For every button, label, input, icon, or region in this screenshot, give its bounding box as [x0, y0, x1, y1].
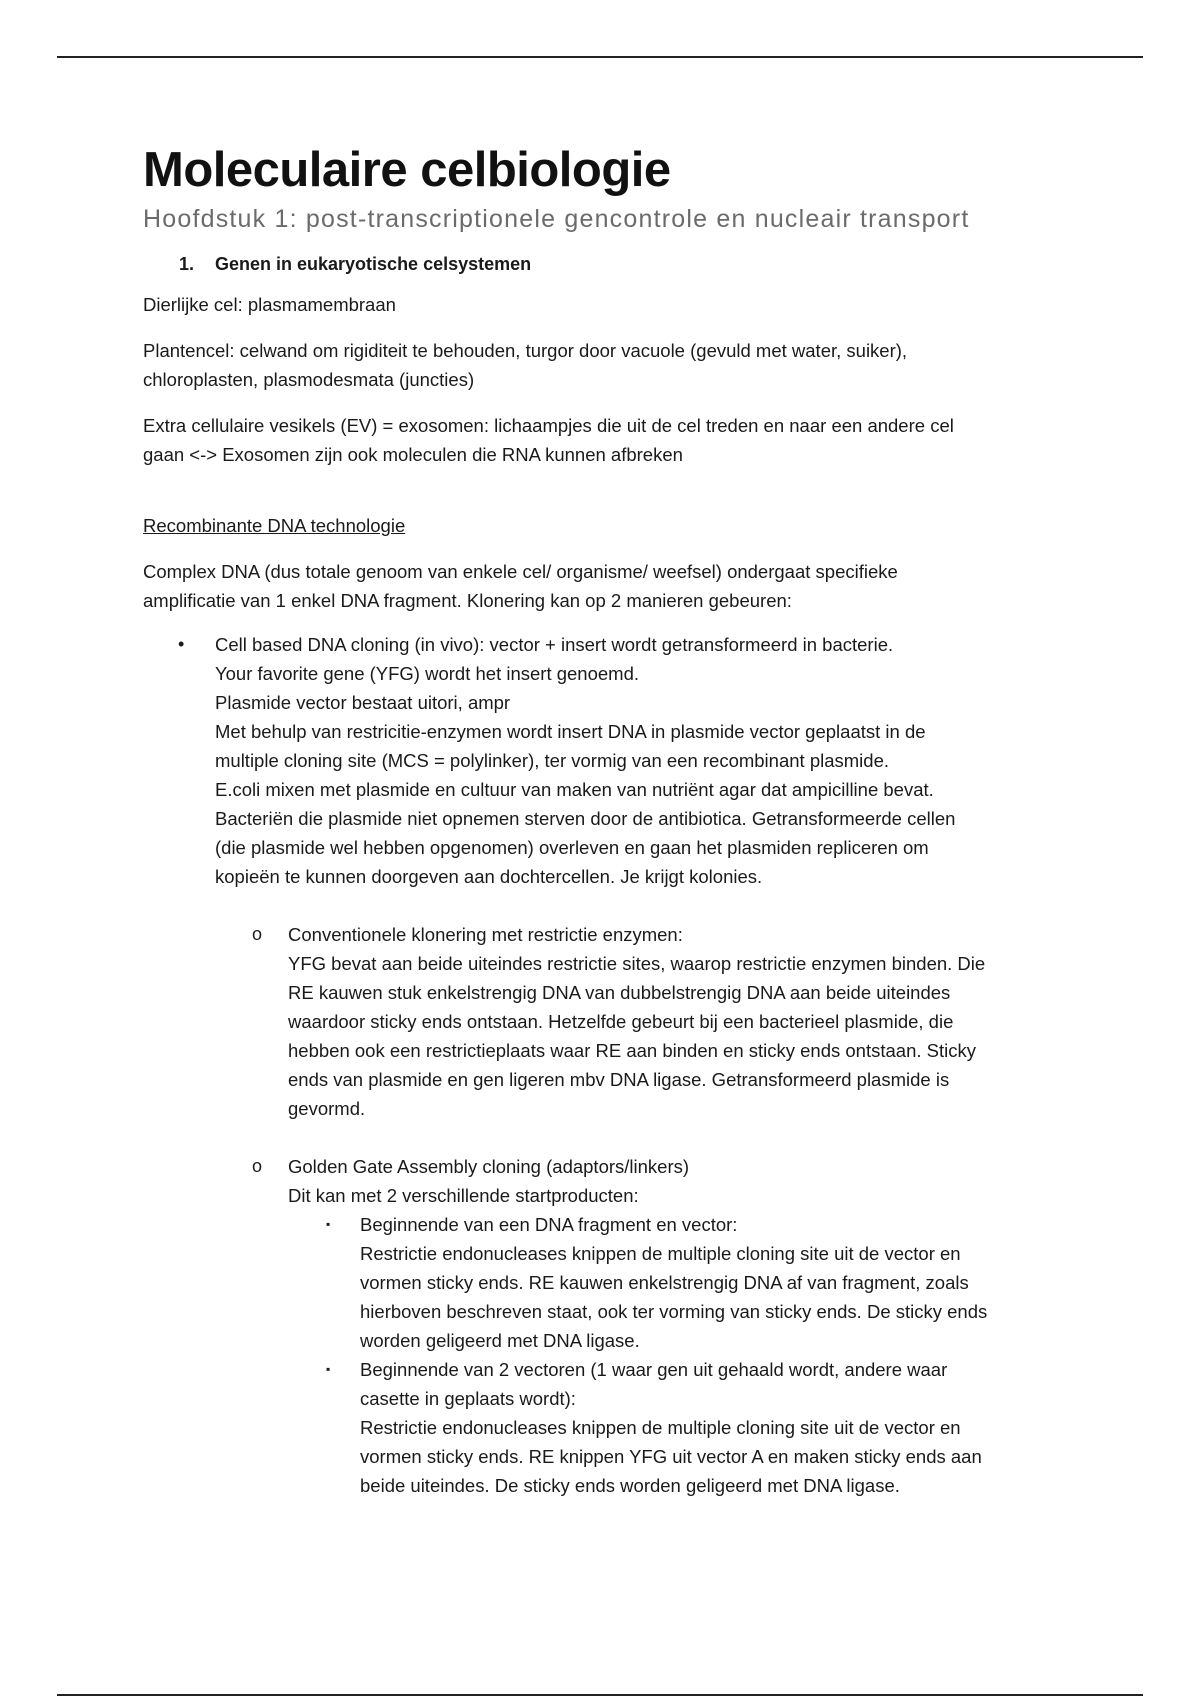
- list-line: Bacteriën die plasmide niet opnemen sterven door de antibiotica. Getransformeerde cellen: [215, 808, 956, 829]
- recombinant-heading: Recombinante DNA technologie: [143, 515, 406, 536]
- list-line: multiple cloning site (MCS = polylinker), ter vormig van een recombinant plasmide.: [215, 750, 889, 771]
- list-line: kopieën te kunnen doorgeven aan dochtercellen. Je krijgt kolonies.: [215, 866, 763, 887]
- list-item-conventional-cloning: [143, 920, 1063, 1123]
- paragraph-line: gaan <-> Exosomen zijn ook moleculen die RNA kunnen afbreken: [143, 444, 683, 465]
- paragraph-line: Complex DNA (dus totale genoom van enkele cel/ organisme/ weefsel) ondergaat specifieke: [143, 561, 898, 582]
- document-title: Moleculaire celbiologie: [143, 143, 671, 197]
- list-line: vormen sticky ends. RE knippen YFG uit vector A en maken sticky ends aan: [360, 1446, 982, 1467]
- list-line: Restrictie endonucleases knippen de multiple cloning site uit de vector en: [360, 1417, 961, 1438]
- list-line: ends van plasmide en gen ligeren mbv DNA ligase. Getransformeerd plasmide is: [288, 1069, 950, 1090]
- paragraph-line: chloroplasten, plasmodesmata (juncties): [143, 369, 475, 390]
- list-line: Cell based DNA cloning (in vivo): vector + insert wordt getransformeerd in bacterie.: [215, 634, 894, 655]
- square-bullet-icon: ▪: [326, 1362, 331, 1376]
- list-line: Beginnende van 2 vectoren (1 waar gen uit gehaald wordt, andere waar: [360, 1359, 948, 1380]
- recombinant-intro: [143, 557, 1063, 615]
- circle-bullet-icon: o: [252, 924, 263, 944]
- document-subtitle: Hoofdstuk 1: post-transcriptionele gencontrole en nucleair transport: [143, 205, 970, 233]
- list-line: worden geligeerd met DNA ligase.: [360, 1330, 640, 1351]
- paragraph-plantencel: [143, 336, 1063, 394]
- paragraph-line: Extra cellulaire vesikels (EV) = exosomen: lichaampjes die uit de cel treden en naar een andere cel: [143, 415, 954, 436]
- list-line: Conventionele klonering met restrictie enzymen:: [288, 924, 683, 945]
- list-item-gg-option-fragment: [143, 1210, 1063, 1355]
- bullet-icon: •: [178, 634, 185, 654]
- list-line: casette in geplaats wordt):: [360, 1388, 576, 1409]
- list-line: Your favorite gene (YFG) wordt het insert genoemd.: [215, 663, 640, 684]
- list-line: E.coli mixen met plasmide en cultuur van maken van nutriënt agar dat ampicilline bevat.: [215, 779, 934, 800]
- list-line: Plasmide vector bestaat uitori, ampr: [215, 692, 511, 713]
- section-heading-text: Genen in eukaryotische celsystemen: [215, 254, 532, 274]
- paragraph-dierlijke-cel: Dierlijke cel: plasmamembraan: [143, 294, 396, 315]
- section-number: 1.: [179, 254, 195, 274]
- list-line: vormen sticky ends. RE kauwen enkelstrengig DNA af van fragment, zoals: [360, 1272, 969, 1293]
- header-rule: [57, 56, 1143, 58]
- list-line: Dit kan met 2 verschillende startproducten:: [288, 1185, 639, 1206]
- list-line: Met behulp van restricitie-enzymen wordt insert DNA in plasmide vector geplaatst in de: [215, 721, 926, 742]
- list-line: hierboven beschreven staat, ook ter vorming van sticky ends. De sticky ends: [360, 1301, 988, 1322]
- paragraph-line: Plantencel: celwand om rigiditeit te behouden, turgor door vacuole (gevuld met water, suiker),: [143, 340, 908, 361]
- list-line: waardoor sticky ends ontstaan. Hetzelfde gebeurt bij een bacterieel plasmide, die: [288, 1011, 954, 1032]
- footer-rule: [57, 1694, 1143, 1696]
- list-line: RE kauwen stuk enkelstrengig DNA van dubbelstrengig DNA aan beide uiteindes: [288, 982, 951, 1003]
- list-line: Restrictie endonucleases knippen de multiple cloning site uit de vector en: [360, 1243, 961, 1264]
- list-line: Beginnende van een DNA fragment en vector:: [360, 1214, 738, 1235]
- section-heading: [143, 250, 1063, 278]
- circle-bullet-icon: o: [252, 1156, 263, 1176]
- list-line: gevormd.: [288, 1098, 366, 1119]
- paragraph-line: amplificatie van 1 enkel DNA fragment. Klonering kan op 2 manieren gebeuren:: [143, 590, 792, 611]
- list-line: YFG bevat aan beide uiteindes restrictie sites, waarop restrictie enzymen binden. Die: [288, 953, 986, 974]
- document-page: [143, 140, 1063, 1500]
- list-line: Golden Gate Assembly cloning (adaptors/linkers): [288, 1156, 690, 1177]
- list-item-cell-based-cloning: [143, 630, 1063, 891]
- square-bullet-icon: ▪: [326, 1217, 331, 1231]
- list-item-gg-option-vectors: [143, 1355, 1063, 1500]
- list-line: hebben ook een restrictieplaats waar RE aan binden en sticky ends ontstaan. Sticky: [288, 1040, 976, 1061]
- list-item-golden-gate: [143, 1152, 1063, 1210]
- paragraph-exosomen: [143, 411, 1063, 469]
- list-line: beide uiteindes. De sticky ends worden geligeerd met DNA ligase.: [360, 1475, 900, 1496]
- list-line: (die plasmide wel hebben opgenomen) overleven en gaan het plasmiden repliceren om: [215, 837, 929, 858]
